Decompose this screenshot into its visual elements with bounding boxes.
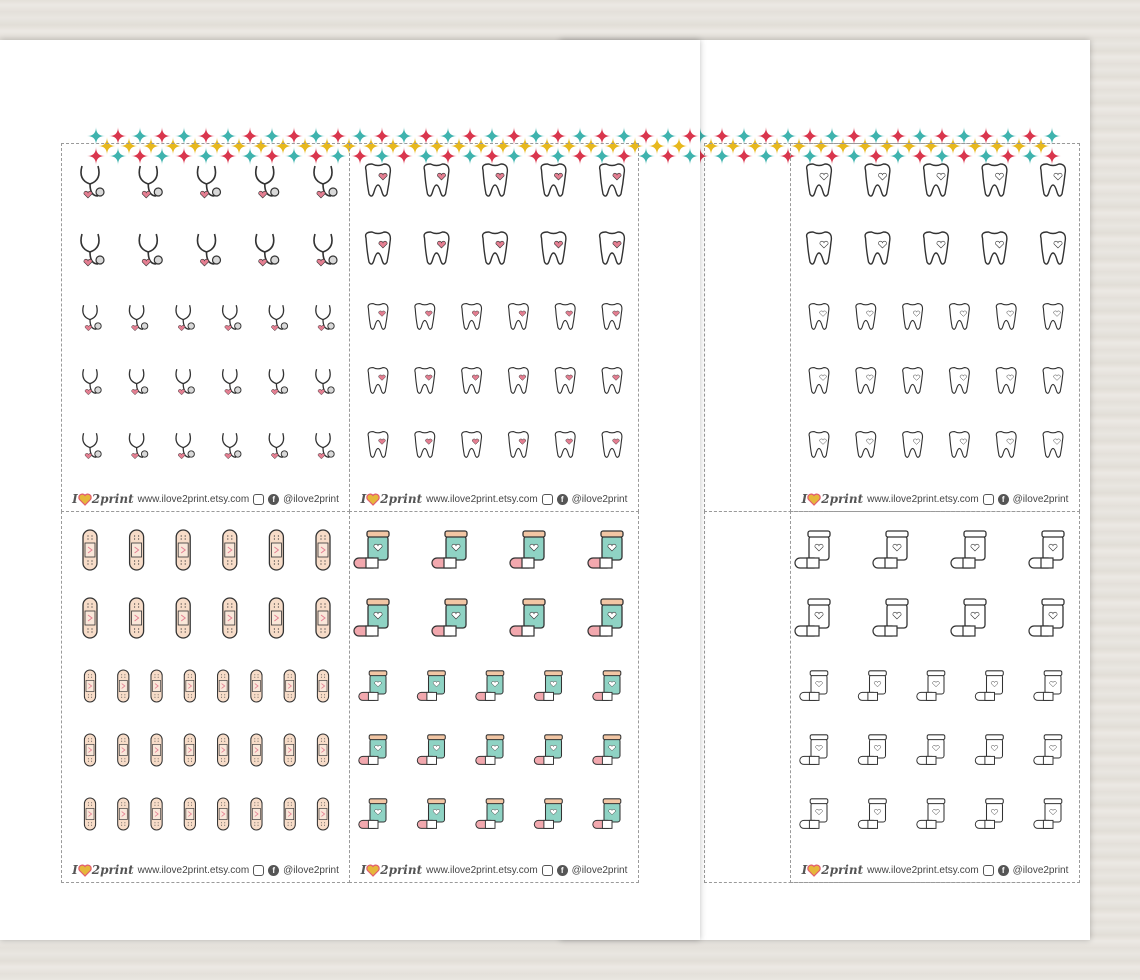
website-text: www.ilove2print.etsy.com	[426, 493, 538, 505]
diamond-shape	[648, 137, 666, 155]
instagram-icon	[983, 494, 994, 505]
pill-bottle-icon	[975, 799, 1003, 829]
sheet-footer	[62, 860, 349, 880]
pill-bottle-icon	[476, 671, 504, 701]
heart-logo-icon	[366, 864, 380, 877]
brand-logo: I 2print	[801, 863, 864, 877]
pill-bottle-icon	[975, 735, 1003, 765]
pill-bottle-icon	[359, 735, 387, 765]
tooth-icon	[809, 368, 829, 394]
bandage-icon	[184, 798, 195, 830]
brand-logo: I 2print	[360, 863, 423, 877]
bandage-icon	[176, 598, 190, 638]
tooth-icon	[483, 232, 508, 264]
tooth-icon	[996, 368, 1016, 394]
tooth-icon	[996, 304, 1016, 330]
tooth-icon	[462, 432, 482, 458]
tooth-icon	[996, 432, 1016, 458]
tooth-icon	[807, 232, 832, 264]
website-text: www.ilove2print.etsy.com	[867, 493, 979, 505]
tooth-icon	[856, 368, 876, 394]
pill-bottle-icon	[432, 599, 467, 636]
pill-bottle-icon	[359, 671, 387, 701]
pill-bottle-icon	[1029, 599, 1064, 636]
pill-bottle-icon	[917, 735, 945, 765]
bandage-icon-grid	[62, 512, 351, 847]
pill-bottle-icon	[858, 799, 886, 829]
bandage-icon	[130, 530, 144, 570]
stethoscope-icon	[129, 369, 147, 395]
tooth-icon-grid	[350, 144, 640, 479]
teeth-icon-grid	[791, 144, 1081, 479]
stethoscope-icon	[176, 369, 194, 395]
bandage-icon	[84, 670, 95, 702]
brand-logo: I 2print	[801, 492, 864, 506]
tooth-icon	[602, 432, 622, 458]
handle-text: @ilove2print	[283, 864, 339, 876]
handle-text: @ilove2print	[283, 493, 339, 505]
tooth-icon	[508, 368, 528, 394]
tooth-icon	[366, 164, 391, 196]
tooth-icon	[903, 304, 923, 330]
sheet-footer	[791, 489, 1079, 509]
pill-bottle-icon	[795, 531, 830, 568]
bandage-icon	[284, 670, 295, 702]
stethoscope-icon	[139, 234, 162, 266]
tooth-icon	[865, 232, 890, 264]
stethoscope-icon	[83, 369, 101, 395]
sheet-footer	[791, 860, 1079, 880]
stethoscope-icon	[223, 369, 241, 395]
pill-bottle-icon-grid	[350, 512, 640, 847]
pill-bottle-icon	[858, 735, 886, 765]
tooth-icon	[1041, 164, 1066, 196]
bandage-icon	[83, 598, 97, 638]
bandage-icon	[151, 734, 162, 766]
stethoscope-icon	[198, 234, 221, 266]
tooth-icon	[600, 232, 625, 264]
pill-bottle-icon	[1034, 799, 1062, 829]
bandage-icon	[269, 598, 283, 638]
pill-bottle-icon	[593, 671, 621, 701]
stethoscope-icon	[139, 166, 162, 198]
instagram-icon	[542, 865, 553, 876]
website-text: www.ilove2print.etsy.com	[137, 493, 250, 505]
stethoscope-icon	[81, 166, 104, 198]
sheet-footer	[350, 489, 638, 509]
tooth-icon	[415, 432, 435, 458]
color-sticker-sheet	[0, 40, 700, 940]
tooth-icon	[602, 304, 622, 330]
tooth-icon	[903, 368, 923, 394]
tooth-icon	[1041, 232, 1066, 264]
stethoscope-icon	[316, 305, 334, 331]
facebook-icon: f	[268, 494, 279, 505]
pill-bottle-icon	[1029, 531, 1064, 568]
pill-bottle-icon	[800, 735, 828, 765]
diamond-shape	[681, 127, 699, 145]
diamond-shape	[670, 137, 688, 155]
pill-bottle-icon	[354, 599, 389, 636]
bandage-icon	[317, 670, 328, 702]
outline-panel-pills	[790, 511, 1080, 883]
pill-bottle-icon	[588, 531, 623, 568]
facebook-icon: f	[998, 494, 1009, 505]
tooth-icon	[600, 164, 625, 196]
tooth-icon	[982, 232, 1007, 264]
handle-text: @ilove2print	[1012, 493, 1069, 505]
stethoscope-icon	[176, 305, 194, 331]
tooth-icon	[949, 432, 969, 458]
heart-logo-icon	[366, 493, 380, 506]
tooth-icon	[924, 232, 949, 264]
bandage-icon	[317, 798, 328, 830]
pill-bottle-icon	[873, 531, 908, 568]
stethoscope-icon	[256, 234, 279, 266]
stethoscope-icon	[83, 305, 101, 331]
panel-stethoscopes	[61, 143, 350, 512]
pill-bottle-icon	[951, 531, 986, 568]
bandage-icon	[218, 670, 229, 702]
stethoscope-icon-grid	[62, 144, 351, 479]
pill-bottle-icon	[417, 671, 445, 701]
bandage-icon	[176, 530, 190, 570]
pill-bottle-icon	[534, 735, 562, 765]
tooth-icon	[508, 304, 528, 330]
stethoscope-icon	[269, 433, 287, 459]
diamond-shape	[681, 147, 699, 165]
outline-panel-teeth	[790, 143, 1080, 512]
facebook-icon: f	[557, 494, 568, 505]
pill-bottle-icon	[510, 599, 545, 636]
pill-bottle-icon	[417, 799, 445, 829]
pill-bottle-icon	[800, 799, 828, 829]
bandage-icon	[218, 734, 229, 766]
tooth-icon	[462, 368, 482, 394]
bandage-icon	[284, 798, 295, 830]
pill-bottle-icon	[593, 799, 621, 829]
brand-logo: I 2print	[72, 863, 134, 877]
website-text: www.ilove2print.etsy.com	[137, 864, 250, 876]
pill-bottle-icon	[510, 531, 545, 568]
tooth-icon	[415, 304, 435, 330]
diamond-shape	[659, 147, 677, 165]
sheet-footer	[350, 860, 638, 880]
tooth-icon	[1043, 368, 1063, 394]
instagram-icon	[253, 494, 264, 505]
bandage-icon	[218, 798, 229, 830]
sheet-footer	[62, 489, 349, 509]
bandage-icon	[184, 734, 195, 766]
pill-icon-grid	[791, 512, 1081, 847]
tooth-icon	[865, 164, 890, 196]
bandage-icon	[118, 670, 129, 702]
tooth-icon	[856, 304, 876, 330]
bandage-icon	[130, 598, 144, 638]
pill-bottle-icon	[975, 671, 1003, 701]
pill-bottle-icon	[588, 599, 623, 636]
stethoscope-icon	[198, 166, 221, 198]
stethoscope-icon	[316, 369, 334, 395]
stethoscope-icon	[269, 305, 287, 331]
bandage-icon	[223, 530, 237, 570]
tooth-icon	[924, 164, 949, 196]
pill-bottle-icon	[795, 599, 830, 636]
pill-bottle-icon	[534, 799, 562, 829]
panel-pills	[349, 511, 639, 883]
bandage-icon	[316, 530, 330, 570]
stethoscope-icon	[81, 234, 104, 266]
stethoscope-icon	[314, 234, 337, 266]
panel-bandages	[61, 511, 350, 883]
bandage-icon	[84, 798, 95, 830]
tooth-icon	[424, 164, 449, 196]
bandage-icon	[184, 670, 195, 702]
pill-bottle-icon	[917, 671, 945, 701]
tooth-icon	[368, 432, 388, 458]
bandage-icon	[223, 598, 237, 638]
tooth-icon	[368, 304, 388, 330]
pill-bottle-icon	[354, 531, 389, 568]
tooth-icon	[1043, 304, 1063, 330]
facebook-icon: f	[557, 865, 568, 876]
bandage-icon	[316, 598, 330, 638]
instagram-icon	[253, 865, 264, 876]
tooth-icon	[555, 368, 575, 394]
bandage-icon	[118, 734, 129, 766]
pill-bottle-icon	[917, 799, 945, 829]
handle-text: @ilove2print	[1012, 864, 1069, 876]
facebook-icon: f	[998, 865, 1009, 876]
website-text: www.ilove2print.etsy.com	[426, 864, 538, 876]
bandage-icon	[118, 798, 129, 830]
stethoscope-icon	[129, 433, 147, 459]
stethoscope-icon	[223, 305, 241, 331]
bandage-icon	[269, 530, 283, 570]
stethoscope-icon	[314, 166, 337, 198]
pill-bottle-icon	[534, 671, 562, 701]
pill-bottle-icon	[476, 799, 504, 829]
brand-logo: I 2print	[72, 492, 134, 506]
bandage-icon	[251, 670, 262, 702]
stethoscope-icon	[316, 433, 334, 459]
heart-logo-icon	[78, 493, 92, 506]
website-text: www.ilove2print.etsy.com	[867, 864, 979, 876]
stethoscope-icon	[83, 433, 101, 459]
pill-bottle-icon	[359, 799, 387, 829]
tooth-icon	[483, 164, 508, 196]
stethoscope-icon	[129, 305, 147, 331]
pill-bottle-icon	[800, 671, 828, 701]
tooth-icon	[602, 368, 622, 394]
bandage-icon	[151, 670, 162, 702]
tooth-icon	[368, 368, 388, 394]
heart-logo-icon	[807, 864, 821, 877]
handle-text: @ilove2print	[571, 493, 628, 505]
bandage-icon	[151, 798, 162, 830]
handle-text: @ilove2print	[571, 864, 628, 876]
tooth-icon	[809, 432, 829, 458]
tooth-icon	[462, 304, 482, 330]
pill-bottle-icon	[1034, 735, 1062, 765]
tooth-icon	[541, 164, 566, 196]
pill-bottle-icon	[476, 735, 504, 765]
tooth-icon	[424, 232, 449, 264]
tooth-icon	[555, 432, 575, 458]
tooth-icon	[903, 432, 923, 458]
bandage-icon	[251, 734, 262, 766]
tooth-icon	[982, 164, 1007, 196]
panel-teeth	[349, 143, 639, 512]
pill-bottle-icon	[1034, 671, 1062, 701]
pill-bottle-icon	[417, 735, 445, 765]
tooth-icon	[949, 304, 969, 330]
brand-logo: I 2print	[360, 492, 423, 506]
instagram-icon	[983, 865, 994, 876]
stethoscope-icon	[256, 166, 279, 198]
bandage-icon	[84, 734, 95, 766]
heart-logo-icon	[78, 864, 92, 877]
tooth-icon	[807, 164, 832, 196]
instagram-icon	[542, 494, 553, 505]
pill-bottle-icon	[432, 531, 467, 568]
pill-bottle-icon	[951, 599, 986, 636]
bandage-icon	[284, 734, 295, 766]
pill-bottle-icon	[858, 671, 886, 701]
heart-logo-icon	[807, 493, 821, 506]
bandage-icon	[251, 798, 262, 830]
tooth-icon	[415, 368, 435, 394]
tooth-icon	[366, 232, 391, 264]
bandage-icon	[317, 734, 328, 766]
stethoscope-icon	[269, 369, 287, 395]
tooth-icon	[541, 232, 566, 264]
pill-bottle-icon	[593, 735, 621, 765]
facebook-icon: f	[268, 865, 279, 876]
tooth-icon	[555, 304, 575, 330]
tooth-icon	[508, 432, 528, 458]
diamond-shape	[659, 127, 677, 145]
tooth-icon	[856, 432, 876, 458]
tooth-icon	[809, 304, 829, 330]
bandage-icon	[83, 530, 97, 570]
tooth-icon	[1043, 432, 1063, 458]
pill-bottle-icon	[873, 599, 908, 636]
stethoscope-icon	[176, 433, 194, 459]
diamond-shape	[637, 127, 655, 145]
tooth-icon	[949, 368, 969, 394]
stethoscope-icon	[223, 433, 241, 459]
